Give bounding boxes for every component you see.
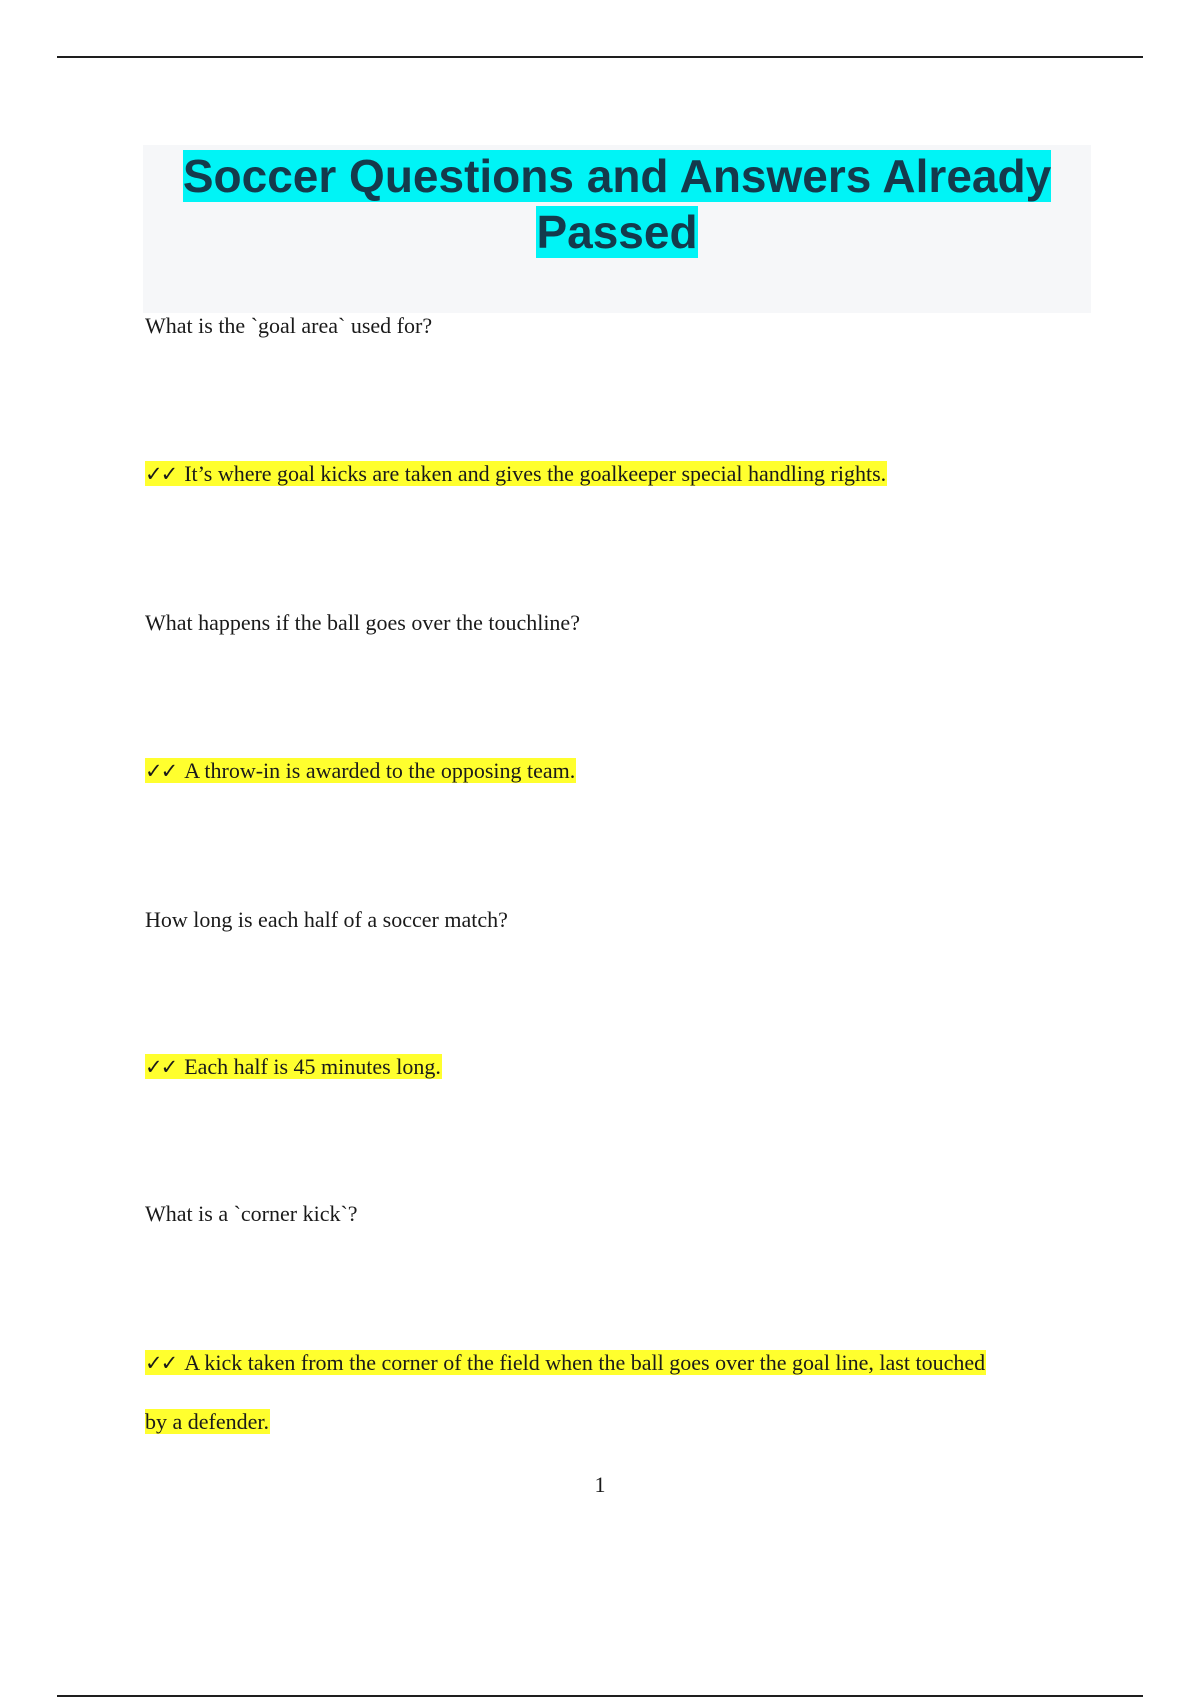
top-rule [57,56,1143,58]
answer-highlight [145,1350,986,1375]
answer-text: by a defender. [145,1409,269,1434]
question-text: What is the `goal area` used for? [145,313,433,338]
answer-3 [145,1051,442,1083]
answer-text: A throw-in is awarded to the opposing team. [184,758,576,783]
answer-text: A kick taken from the corner of the field when the ball goes over the goal line, last touched [184,1350,986,1375]
question-text: How long is each half of a soccer match? [145,907,508,932]
double-check-icon: ✓✓ [145,462,177,486]
question-text: What happens if the ball goes over the touchline? [145,610,580,635]
answer-4 [145,1347,986,1379]
page-title: Soccer Questions and Answers Already Passed [182,150,1052,258]
question-1 [145,310,432,342]
answer-text: Each half is 45 minutes long. [184,1054,441,1079]
answer-1 [145,458,887,490]
title-block [143,145,1091,313]
question-text: What is a `corner kick`? [145,1201,358,1226]
bottom-rule [57,1695,1143,1697]
double-check-icon: ✓✓ [145,1055,177,1079]
question-4 [145,1198,358,1230]
double-check-icon: ✓✓ [145,1351,177,1375]
question-3 [145,904,508,936]
answer-2 [145,755,576,787]
answer-highlight [145,1054,442,1079]
answer-4-continued [145,1406,270,1438]
answer-highlight [145,758,576,783]
answer-highlight [145,461,887,486]
question-2 [145,607,580,639]
page-number: 1 [594,1472,606,1497]
double-check-icon: ✓✓ [145,759,177,783]
answer-text: It’s where goal kicks are taken and gives the goalkeeper special handling rights. [184,461,887,486]
